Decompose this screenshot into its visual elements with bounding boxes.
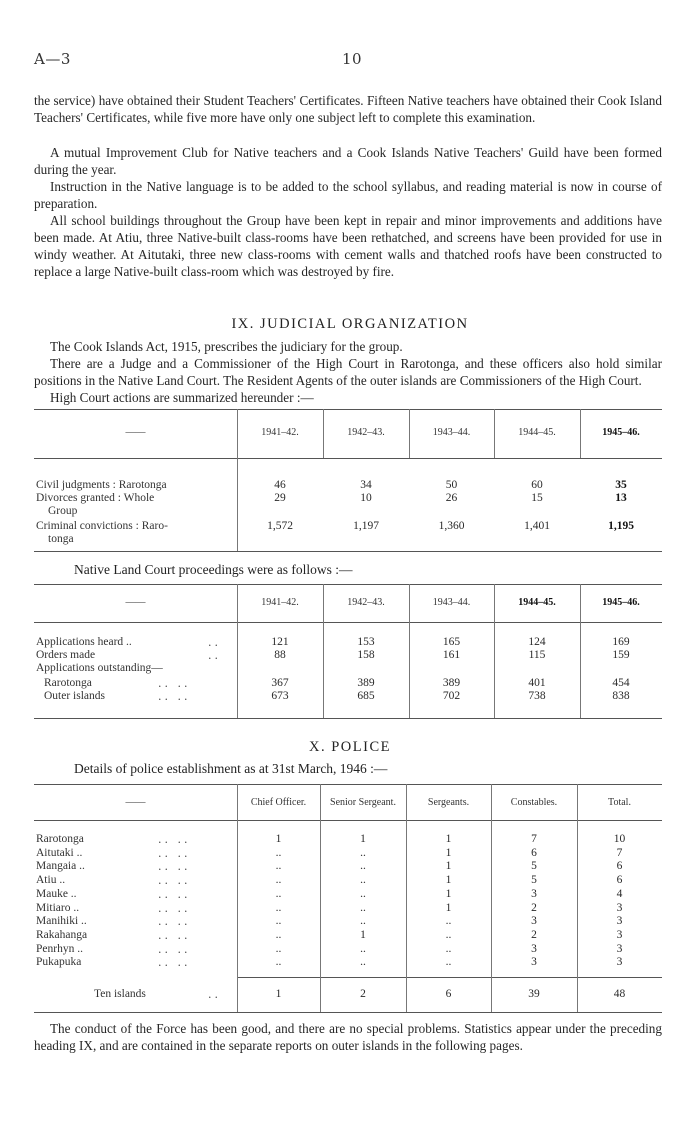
table-cell: 1	[445, 888, 452, 900]
row-label: Mangaia ..	[36, 860, 85, 872]
table-rule	[34, 551, 662, 552]
table-cell: ..	[445, 915, 452, 927]
column-header: Total.	[608, 797, 631, 808]
row-label: Pukapuka	[36, 956, 82, 968]
table-cell: 3	[616, 929, 623, 941]
row-label: Mitiaro ..	[36, 902, 80, 914]
table-cell: 685	[357, 690, 375, 702]
row-leader-dots: .. ..	[158, 915, 191, 928]
column-header: 1943–44.	[432, 597, 471, 608]
table-cell: 3	[531, 888, 537, 900]
table-cell: 738	[528, 690, 546, 702]
row-leader-dots: .. ..	[158, 833, 191, 846]
row-leader-dots: .. ..	[158, 929, 191, 942]
table-cell: 158	[357, 649, 375, 661]
table-cell: 1,197	[353, 520, 379, 532]
table-rule	[237, 977, 662, 978]
table-cell: 3	[531, 915, 537, 927]
table-cell: 121	[271, 636, 289, 648]
table-cell: 4	[616, 888, 623, 900]
row-label: Criminal convictions : Raro-	[36, 520, 168, 532]
table-cell: 1	[275, 833, 282, 845]
row-leader-dots: .. ..	[158, 902, 191, 915]
table-cell: 3	[616, 943, 623, 955]
table-cell: 29	[274, 492, 286, 504]
row-leader-dots: .. ..	[158, 847, 191, 860]
column-header: 1941–42.	[261, 597, 299, 608]
table-cell: 153	[357, 636, 375, 648]
table-rule	[34, 622, 662, 623]
row-label: Penrhyn ..	[36, 943, 83, 955]
table-cell: 1,572	[267, 520, 293, 532]
column-header: Constables.	[510, 797, 558, 808]
page-number: 10	[342, 50, 363, 68]
table-cell: 10	[360, 492, 372, 504]
table-cell: 702	[442, 690, 461, 702]
row-label: tonga	[48, 533, 74, 545]
row-label: Divorces granted : Whole	[36, 492, 155, 504]
table-cell: 3	[616, 956, 623, 968]
table-corner: ——	[125, 597, 146, 608]
table-cell: 367	[271, 677, 289, 689]
column-header: 1941–42.	[261, 427, 299, 438]
table-cell: 3	[616, 902, 623, 914]
section-heading-police: X. POLICE	[309, 739, 391, 755]
table-cell: 401	[528, 677, 546, 689]
column-header: Sergeants.	[427, 797, 470, 808]
table-cell: 2	[531, 902, 537, 914]
table-rule	[34, 784, 662, 785]
paragraph-judge-commissioner: There are a Judge and a Commissioner of the High Court in Rarotonga, and these officers also hold similar positions in the Native Land Court. The Resident Agents of the outer islands are Commissioners of the High Court.	[34, 356, 662, 388]
row-leader-dots: .. ..	[158, 677, 191, 690]
table-cell: 88	[274, 649, 286, 661]
table-rule	[34, 458, 662, 459]
table-cell: 115	[528, 649, 546, 661]
table-cell: 50	[445, 479, 458, 491]
row-leader-dots: ..	[208, 649, 221, 662]
table-cell: 1	[360, 833, 366, 845]
column-header: 1943–44.	[432, 427, 471, 438]
table-cell: 7	[616, 847, 623, 859]
table-corner: ——	[125, 797, 146, 808]
table-cell: ..	[445, 943, 452, 955]
table-cell: 1	[360, 929, 366, 941]
paragraph-native-language: Instruction in the Native language is to be added to the school syllabus, and reading material is now in course of preparation.	[34, 179, 662, 211]
table-cell: ..	[360, 847, 366, 859]
table-cell: ..	[275, 874, 282, 886]
table-cell: 1,360	[438, 520, 465, 532]
table-cell: 1	[445, 874, 452, 886]
row-label: Outer islands	[44, 690, 106, 702]
native-land-court-lead: Native Land Court proceedings were as follows :—	[74, 562, 353, 577]
total-cell: 1	[275, 988, 282, 1000]
table-cell: 1	[445, 860, 452, 872]
paragraph-high-court-lead: High Court actions are summarized hereunder :—	[50, 390, 314, 405]
table-cell: 454	[612, 677, 630, 689]
row-label: Rakahanga	[36, 929, 88, 941]
table-cell: ..	[275, 915, 282, 927]
row-label: Aitutaki ..	[36, 847, 83, 859]
row-leader-dots: .. ..	[158, 888, 191, 901]
table-cell: 7	[531, 833, 537, 845]
table-cell: 13	[615, 492, 627, 504]
table-cell: 3	[616, 915, 623, 927]
table-cell: ..	[360, 956, 366, 968]
table-cell: ..	[360, 860, 366, 872]
table-cell: 26	[445, 492, 458, 504]
row-label: Group	[48, 505, 78, 517]
table-cell: 2	[531, 929, 537, 941]
column-header: Senior Sergeant.	[330, 797, 396, 808]
table-rule	[34, 584, 662, 585]
table-cell: ..	[445, 956, 452, 968]
paragraph-school-buildings: All school buildings throughout the Group have been kept in repair and minor improvements and additions have been made. At Atiu, three Native-built class-rooms have been rethatched, and screens have been provided for use in windy weather. At Aitutaki, three new class-rooms with cement walls and thatched roofs have been constructed to replace a large Native-built class-room which was destroyed by fire.	[34, 213, 662, 279]
table-corner: ——	[125, 427, 146, 438]
table-cell: 34	[360, 479, 372, 491]
row-leader-dots: ..	[208, 988, 221, 1001]
row-label: Atiu ..	[36, 874, 66, 886]
table-cell: 673	[271, 690, 289, 702]
table-cell: 159	[612, 649, 630, 661]
table-cell: 389	[357, 677, 375, 689]
table-cell: 1,195	[608, 520, 634, 532]
table-rule	[34, 718, 662, 719]
column-header: 1944–45.	[518, 597, 556, 608]
paragraph-improvement-club: A mutual Improvement Club for Native teachers and a Cook Islands Native Teachers' Guild have been formed during the year.	[34, 145, 662, 177]
police-establishment-lead: Details of police establishment as at 31st March, 1946 :—	[74, 761, 388, 776]
table-cell: ..	[275, 929, 282, 941]
total-cell: 39	[528, 988, 540, 1000]
table-cell: 838	[612, 690, 630, 702]
table-cell: ..	[275, 956, 282, 968]
row-label: Orders made	[36, 649, 96, 661]
table-cell: 3	[531, 956, 537, 968]
table-cell: 5	[531, 860, 537, 872]
table-cell: 1,401	[524, 520, 550, 532]
paragraph-cook-islands-act: The Cook Islands Act, 1915, prescribes the judiciary for the group.	[50, 339, 403, 354]
table-cell: ..	[360, 888, 366, 900]
table-cell: ..	[275, 902, 282, 914]
table-cell: 46	[274, 479, 286, 491]
paragraph-conduct-of-force: The conduct of the Force has been good, and there are no special problems. Statistics appear under the preceding heading IX, and are contained in the separate reports on outer islands in the following pages.	[34, 1021, 662, 1053]
column-header: 1945–46.	[602, 597, 640, 608]
report-code: A—3	[34, 50, 71, 68]
table-cell: ..	[360, 874, 366, 886]
total-label: Ten islands	[94, 988, 146, 1000]
row-leader-dots: .. ..	[158, 874, 191, 887]
row-label: Rarotonga	[44, 677, 92, 689]
paragraph-certificates: the service) have obtained their Student Teachers' Certificates. Fifteen Native teachers have obtained their Cook Island Teachers' Certificates, while five more have only one subject left to complete this examination.	[34, 93, 662, 125]
total-cell: 2	[360, 988, 366, 1000]
table-cell: ..	[275, 847, 282, 859]
row-label: Applications heard ..	[36, 636, 132, 648]
row-label: Rarotonga	[36, 833, 84, 845]
row-label: Manihiki ..	[36, 915, 87, 927]
table-cell: 15	[531, 492, 543, 504]
table-cell: ..	[360, 943, 366, 955]
column-header: 1942–43.	[347, 427, 385, 438]
table-cell: 6	[616, 860, 623, 872]
table-cell: 6	[531, 847, 537, 859]
table-cell: 161	[442, 649, 461, 661]
row-leader-dots: ..	[208, 636, 221, 649]
table-cell: 60	[531, 479, 543, 491]
column-header: Chief Officer.	[250, 797, 307, 808]
table-cell: ..	[360, 915, 366, 927]
row-label: Mauke ..	[36, 888, 77, 900]
table-rule	[34, 1012, 662, 1013]
table-cell: 6	[616, 874, 623, 886]
table-rule	[34, 409, 662, 410]
table-rule	[34, 820, 662, 821]
table-cell: 1	[445, 902, 452, 914]
table-cell: 3	[531, 943, 537, 955]
table-cell: ..	[360, 902, 366, 914]
row-leader-dots: .. ..	[158, 943, 191, 956]
row-label: Civil judgments : Rarotonga	[36, 479, 167, 491]
table-cell: 169	[612, 636, 630, 648]
total-cell: 48	[613, 988, 626, 1000]
row-leader-dots: .. ..	[158, 690, 191, 703]
table-cell: ..	[275, 888, 282, 900]
column-header: 1942–43.	[347, 597, 385, 608]
row-leader-dots: .. ..	[158, 860, 191, 873]
table-cell: 5	[531, 874, 537, 886]
section-heading-judicial: IX. JUDICIAL ORGANIZATION	[231, 316, 469, 332]
row-label: Applications outstanding—	[36, 662, 163, 674]
table-cell: 1	[445, 833, 452, 845]
table-cell: 165	[442, 636, 461, 648]
table-cell: 10	[613, 833, 626, 845]
total-cell: 6	[445, 988, 452, 1000]
column-header: 1945–46.	[602, 427, 640, 438]
row-leader-dots: .. ..	[158, 956, 191, 969]
table-cell: 35	[615, 479, 627, 491]
column-header: 1944–45.	[518, 427, 556, 438]
table-cell: ..	[275, 943, 282, 955]
table-cell: 1	[445, 847, 452, 859]
table-cell: ..	[275, 860, 282, 872]
table-cell: 124	[528, 636, 546, 648]
table-cell: ..	[445, 929, 452, 941]
table-cell: 389	[442, 677, 461, 689]
